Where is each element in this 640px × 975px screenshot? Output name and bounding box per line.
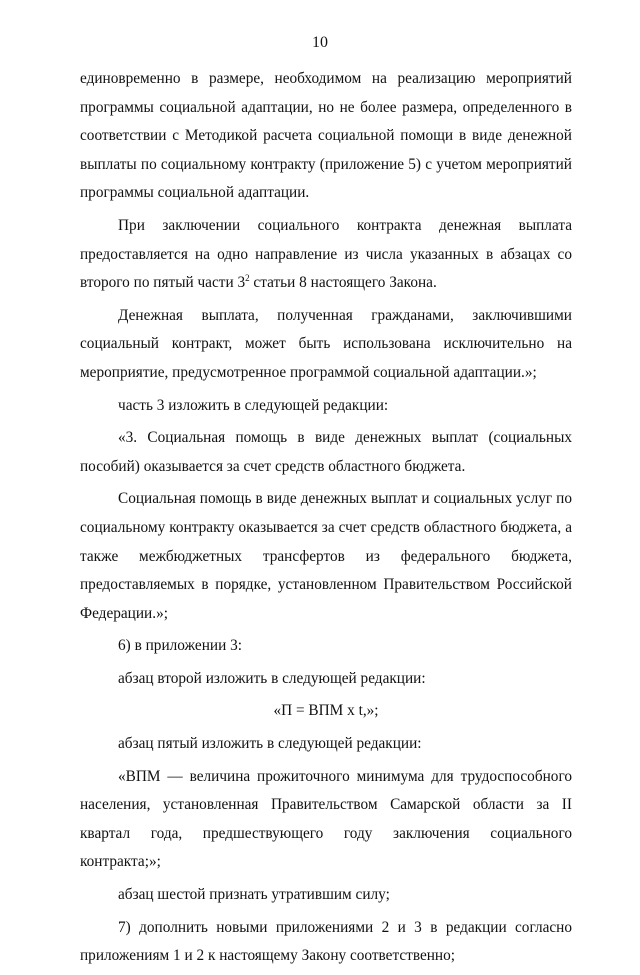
paragraph-7: 6) в приложении 3: [118, 637, 242, 655]
paragraph-12: абзац шестой признать утратившим силу; [118, 886, 390, 904]
formula: «П = ВПМ x t,»; [273, 702, 379, 720]
paragraph-11: «ВПМ — величина прожиточного минимума для трудоспособного населения, установленная Правительством Самарской области за II квартал года, предшествующего году заключения социального контракта;»; [80, 767, 572, 871]
paragraph-5: «3. Социальная помощь в виде денежных выплат (социальных пособий) оказывается за счет средств областного бюджета. [80, 429, 572, 475]
superscript: 2 [245, 273, 250, 284]
document-body [80, 65, 572, 975]
page-number: 10 [312, 34, 328, 51]
paragraph-2 [80, 212, 572, 298]
paragraph-3: Денежная выплата, полученная гражданами, заключившими социальный контракт, может быть использована исключительно на мероприятие, предусмотренное программой социальной адаптации.»; [80, 306, 572, 381]
paragraph-1: единовременно в размере, необходимом на реализацию мероприятий программы социальной адаптации, но не более размера, определенного в соответствии с Методикой расчета социальной помощи в виде денежной выплаты по социальному контракту (приложение 5) с учетом мероприятий программы социальной адаптации. [80, 70, 572, 202]
paragraph-10: абзац пятый изложить в следующей редакции: [118, 735, 422, 753]
paragraph-2-tail: статьи 8 настоящего Закона. [249, 274, 437, 292]
paragraph-2-text: При заключении социального контракта денежная выплата предоставляется на одно направление из числа указанных в абзацах со второго по пятый части 3 [80, 216, 572, 292]
paragraph-8: абзац второй изложить в следующей редакции: [118, 669, 426, 687]
paragraph-13: 7) дополнить новыми приложениями 2 и 3 в редакции согласно приложениям 1 и 2 к настоящему Закону соответственно; [80, 918, 572, 965]
paragraph-6: Социальная помощь в виде денежных выплат и социальных услуг по социальному контракту оказывается за счет средств областного бюджета, а также межбюджетных трансфертов из федерального бюджета, предоставляемых в порядке, установленном Правительством Российской Федерации.»; [80, 490, 572, 622]
paragraph-4: часть 3 изложить в следующей редакции: [118, 396, 389, 414]
